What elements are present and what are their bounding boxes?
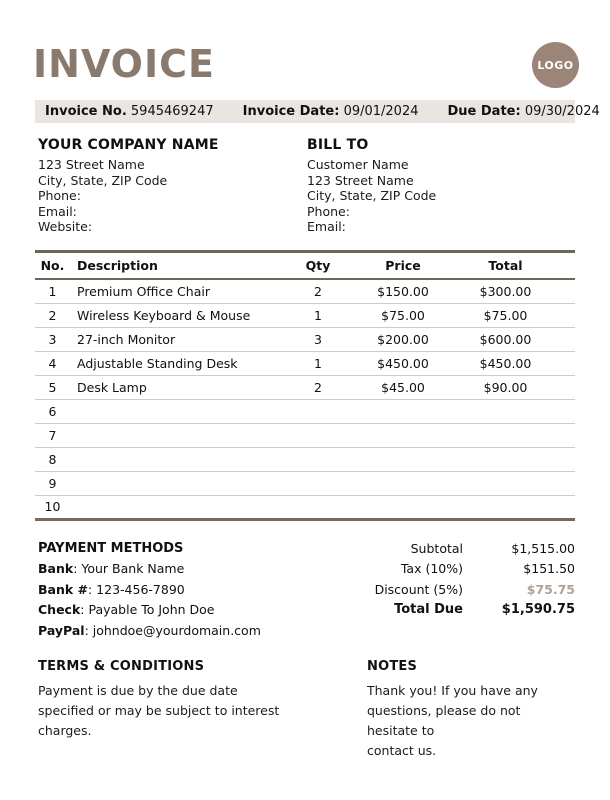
terms-block — [38, 659, 367, 761]
logo-text: LOGO — [537, 58, 574, 72]
invoice-header — [0, 0, 610, 88]
company-email: Email: — [38, 203, 77, 219]
cell-qty — [283, 495, 353, 519]
bill-to-heading: BILL TO — [307, 137, 369, 153]
cell-no: 5 — [35, 375, 70, 399]
table-row-empty — [35, 495, 575, 519]
payment-check — [38, 600, 261, 621]
company-street: 123 Street Name — [38, 157, 145, 172]
table-row — [35, 375, 575, 399]
company-heading: YOUR COMPANY NAME — [38, 137, 219, 153]
footer-section — [38, 659, 575, 761]
cell-description — [70, 423, 283, 447]
cell-total: $75.00 — [453, 303, 575, 327]
due-date-label: Due Date: — [447, 104, 521, 119]
cell-total — [453, 423, 575, 447]
payment-bank-label: Bank — [38, 561, 74, 577]
company-block — [38, 137, 307, 235]
cell-price — [353, 423, 453, 447]
notes-heading: NOTES — [367, 659, 418, 675]
cell-qty: 1 — [283, 351, 353, 375]
cell-qty: 3 — [283, 327, 353, 351]
cell-total — [453, 399, 575, 423]
line-items-table — [35, 250, 575, 521]
cell-description: 27-inch Monitor — [70, 327, 283, 351]
cell-description: Desk Lamp — [70, 375, 283, 399]
payment-check-value: : Payable To John Doe — [80, 602, 215, 618]
page-title: INVOICE — [33, 42, 215, 87]
table-row — [35, 327, 575, 351]
subtotal-value: $1,515.00 — [511, 540, 575, 556]
payment-paypal-value: : johndoe@yourdomain.com — [84, 622, 261, 638]
invoice-number-label: Invoice No. — [45, 104, 127, 119]
cell-no: 1 — [35, 279, 70, 303]
cell-qty — [283, 423, 353, 447]
customer-street: 123 Street Name — [307, 172, 414, 188]
cell-description: Adjustable Standing Desk — [70, 351, 283, 375]
cell-qty: 1 — [283, 303, 353, 327]
cell-total: $90.00 — [453, 375, 575, 399]
cell-price — [353, 447, 453, 471]
invoice-date — [243, 104, 419, 119]
col-header-total: Total — [453, 251, 575, 279]
cell-price: $150.00 — [353, 279, 453, 303]
company-logo — [532, 42, 579, 88]
cell-total: $600.00 — [453, 327, 575, 351]
cell-no: 6 — [35, 399, 70, 423]
customer-city: City, State, ZIP Code — [307, 188, 437, 204]
payment-totals-section — [38, 539, 575, 642]
cell-qty — [283, 471, 353, 495]
cell-no: 9 — [35, 471, 70, 495]
payment-methods-block — [38, 539, 261, 642]
address-section — [38, 137, 575, 235]
payment-bank-number — [38, 580, 261, 601]
invoice-meta-bar — [35, 100, 600, 123]
cell-total — [453, 447, 575, 471]
cell-qty: 2 — [283, 375, 353, 399]
terms-line: specified or may be subject to interest — [38, 703, 280, 719]
terms-line: Payment is due by the due date — [38, 683, 238, 699]
table-row-empty — [35, 447, 575, 471]
payment-bank — [38, 559, 261, 580]
cell-no: 4 — [35, 351, 70, 375]
payment-bank-number-label: Bank # — [38, 581, 88, 597]
payment-paypal — [38, 621, 261, 642]
table-row-empty — [35, 423, 575, 447]
invoice-date-label: Invoice Date: — [242, 104, 340, 119]
cell-qty — [283, 399, 353, 423]
cell-total: $300.00 — [453, 279, 575, 303]
company-city: City, State, ZIP Code — [38, 172, 168, 188]
total-due-label: Total Due — [394, 602, 463, 618]
col-header-qty: Qty — [283, 251, 353, 279]
payment-bank-value: : Your Bank Name — [73, 561, 185, 577]
payment-bank-number-value: : 123-456-7890 — [88, 581, 185, 597]
tax-value: $151.50 — [523, 561, 575, 577]
totals-block — [351, 539, 575, 642]
cell-no: 2 — [35, 303, 70, 327]
cell-no: 10 — [35, 495, 70, 519]
total-due-value: $1,590.75 — [501, 602, 575, 618]
cell-qty — [283, 447, 353, 471]
cell-description: Wireless Keyboard & Mouse — [70, 303, 283, 327]
cell-no: 8 — [35, 447, 70, 471]
company-website: Website: — [38, 219, 93, 235]
cell-qty: 2 — [283, 279, 353, 303]
col-header-description: Description — [70, 251, 283, 279]
notes-line: contact us. — [367, 743, 437, 759]
table-row — [35, 303, 575, 327]
company-phone: Phone: — [38, 188, 81, 204]
bill-to-block — [307, 137, 575, 235]
cell-description — [70, 471, 283, 495]
total-due-row — [351, 600, 575, 621]
discount-label: Discount (5%) — [374, 581, 463, 597]
cell-total — [453, 495, 575, 519]
payment-methods-heading: PAYMENT METHODS — [38, 540, 184, 556]
cell-description — [70, 399, 283, 423]
payment-paypal-label: PayPal — [38, 622, 85, 638]
cell-price — [353, 495, 453, 519]
customer-email: Email: — [307, 219, 346, 235]
cell-price: $45.00 — [353, 375, 453, 399]
cell-price — [353, 471, 453, 495]
due-date-value: 09/30/2024 — [524, 104, 600, 119]
tax-row — [351, 559, 575, 580]
payment-check-label: Check — [38, 602, 81, 618]
table-row — [35, 279, 575, 303]
subtotal-label: Subtotal — [410, 540, 463, 556]
cell-no: 7 — [35, 423, 70, 447]
customer-phone: Phone: — [307, 203, 350, 219]
invoice-date-value: 09/01/2024 — [343, 104, 419, 119]
cell-total: $450.00 — [453, 351, 575, 375]
cell-price — [353, 399, 453, 423]
terms-line: charges. — [38, 723, 92, 739]
notes-block — [367, 659, 575, 761]
cell-total — [453, 471, 575, 495]
notes-line: Thank you! If you have any — [367, 683, 538, 699]
table-row-empty — [35, 471, 575, 495]
subtotal-row — [351, 539, 575, 560]
terms-heading: TERMS & CONDITIONS — [38, 659, 205, 675]
col-header-no: No. — [35, 251, 70, 279]
cell-description: Premium Office Chair — [70, 279, 283, 303]
col-header-price: Price — [353, 251, 453, 279]
table-row-empty — [35, 399, 575, 423]
tax-label: Tax (10%) — [400, 561, 463, 577]
cell-price: $450.00 — [353, 351, 453, 375]
table-header — [35, 251, 575, 279]
cell-price: $200.00 — [353, 327, 453, 351]
customer-name: Customer Name — [307, 157, 409, 172]
table-row — [35, 351, 575, 375]
due-date — [448, 104, 600, 119]
discount-row — [351, 580, 575, 601]
cell-price: $75.00 — [353, 303, 453, 327]
discount-value: $75.75 — [526, 581, 575, 597]
invoice-number-value: 5945469247 — [130, 104, 214, 119]
notes-line: questions, please do not hesitate to — [367, 703, 521, 739]
cell-description — [70, 447, 283, 471]
cell-description — [70, 495, 283, 519]
invoice-number — [45, 104, 214, 119]
cell-no: 3 — [35, 327, 70, 351]
